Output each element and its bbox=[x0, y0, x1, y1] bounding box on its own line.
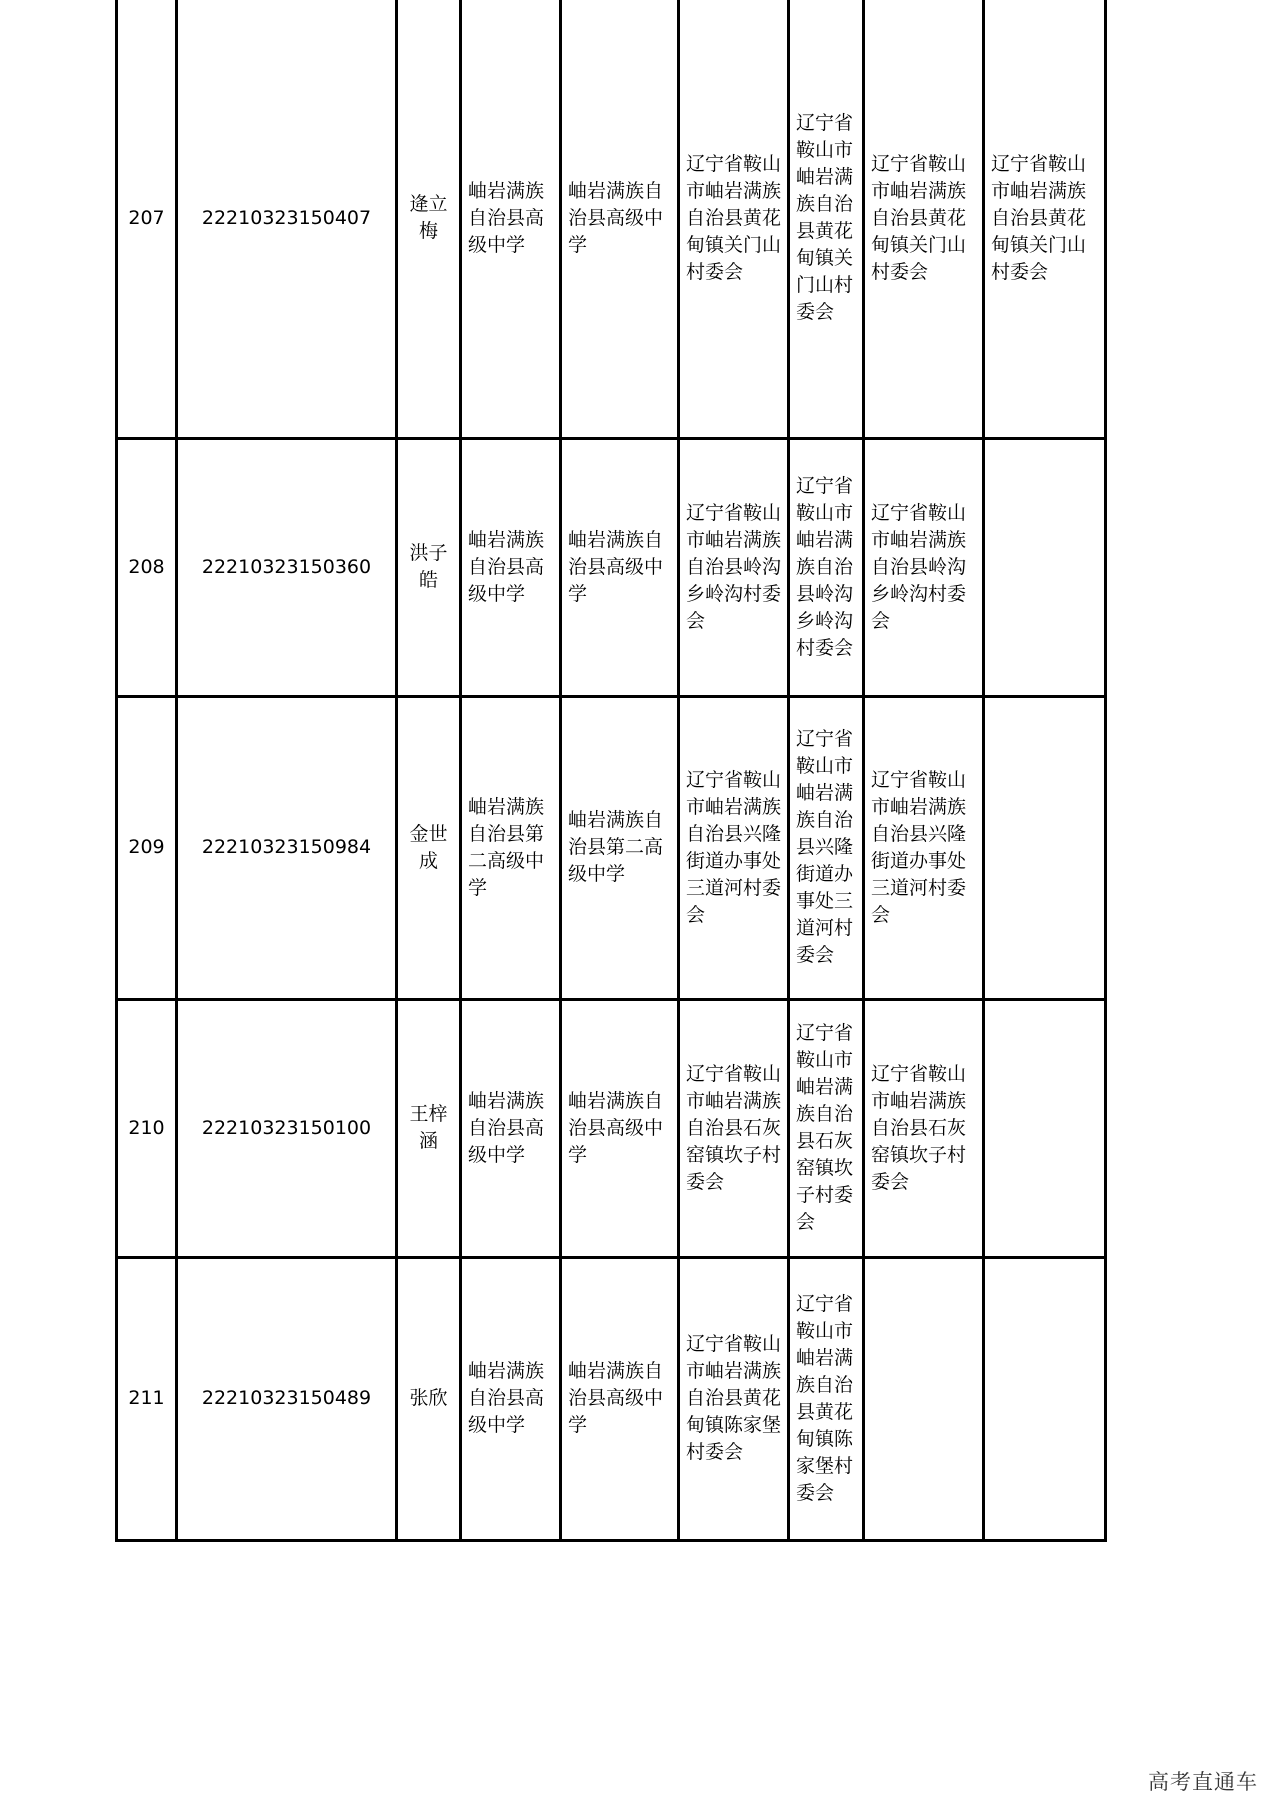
school-b-cell: 岫岩满族自治县第二高级中学 bbox=[561, 696, 679, 999]
address-b-cell: 辽宁省鞍山市岫岩满族自治县黄花甸镇关门山村委会 bbox=[789, 0, 864, 438]
seq-cell: 207 bbox=[117, 0, 177, 438]
school-a-cell: 岫岩满族自治县高级中学 bbox=[461, 1257, 561, 1540]
seq-cell: 208 bbox=[117, 438, 177, 696]
id-cell: 22210323150984 bbox=[177, 696, 397, 999]
school-b-cell: 岫岩满族自治县高级中学 bbox=[561, 0, 679, 438]
watermark: 高考直通车 bbox=[1148, 1770, 1258, 1794]
school-a-cell: 岫岩满族自治县高级中学 bbox=[461, 999, 561, 1257]
address-a-cell: 辽宁省鞍山市岫岩满族自治县石灰窑镇坎子村委会 bbox=[679, 999, 789, 1257]
name-cell: 王梓涵 bbox=[397, 999, 461, 1257]
school-a-cell: 岫岩满族自治县高级中学 bbox=[461, 438, 561, 696]
address-a-cell: 辽宁省鞍山市岫岩满族自治县岭沟乡岭沟村委会 bbox=[679, 438, 789, 696]
seq-cell: 211 bbox=[117, 1257, 177, 1540]
address-c-cell bbox=[864, 1257, 984, 1540]
address-c-cell: 辽宁省鞍山市岫岩满族自治县兴隆街道办事处三道河村委会 bbox=[864, 696, 984, 999]
address-a-cell: 辽宁省鞍山市岫岩满族自治县黄花甸镇关门山村委会 bbox=[679, 0, 789, 438]
id-cell: 22210323150360 bbox=[177, 438, 397, 696]
address-a-cell: 辽宁省鞍山市岫岩满族自治县兴隆街道办事处三道河村委会 bbox=[679, 696, 789, 999]
address-b-cell: 辽宁省鞍山市岫岩满族自治县黄花甸镇陈家堡村委会 bbox=[789, 1257, 864, 1540]
student-table bbox=[115, 0, 1107, 1542]
name-cell: 金世成 bbox=[397, 696, 461, 999]
school-b-cell: 岫岩满族自治县高级中学 bbox=[561, 999, 679, 1257]
address-b-cell: 辽宁省鞍山市岫岩满族自治县石灰窑镇坎子村委会 bbox=[789, 999, 864, 1257]
address-b-cell: 辽宁省鞍山市岫岩满族自治县岭沟乡岭沟村委会 bbox=[789, 438, 864, 696]
address-c-cell: 辽宁省鞍山市岫岩满族自治县岭沟乡岭沟村委会 bbox=[864, 438, 984, 696]
id-cell: 22210323150489 bbox=[177, 1257, 397, 1540]
address-b-cell: 辽宁省鞍山市岫岩满族自治县兴隆街道办事处三道河村委会 bbox=[789, 696, 864, 999]
name-cell: 逄立梅 bbox=[397, 0, 461, 438]
table-row bbox=[117, 999, 1106, 1257]
address-d-cell bbox=[984, 999, 1106, 1257]
address-c-cell: 辽宁省鞍山市岫岩满族自治县黄花甸镇关门山村委会 bbox=[864, 0, 984, 438]
table-row bbox=[117, 696, 1106, 999]
table-row bbox=[117, 438, 1106, 696]
table-row bbox=[117, 1257, 1106, 1540]
school-b-cell: 岫岩满族自治县高级中学 bbox=[561, 1257, 679, 1540]
id-cell: 22210323150407 bbox=[177, 0, 397, 438]
school-b-cell: 岫岩满族自治县高级中学 bbox=[561, 438, 679, 696]
address-d-cell bbox=[984, 696, 1106, 999]
name-cell: 张欣 bbox=[397, 1257, 461, 1540]
address-d-cell: 辽宁省鞍山市岫岩满族自治县黄花甸镇关门山村委会 bbox=[984, 0, 1106, 438]
id-cell: 22210323150100 bbox=[177, 999, 397, 1257]
school-a-cell: 岫岩满族自治县第二高级中学 bbox=[461, 696, 561, 999]
address-a-cell: 辽宁省鞍山市岫岩满族自治县黄花甸镇陈家堡村委会 bbox=[679, 1257, 789, 1540]
seq-cell: 210 bbox=[117, 999, 177, 1257]
table-row bbox=[117, 0, 1106, 438]
school-a-cell: 岫岩满族自治县高级中学 bbox=[461, 0, 561, 438]
address-d-cell bbox=[984, 1257, 1106, 1540]
address-d-cell bbox=[984, 438, 1106, 696]
name-cell: 洪子皓 bbox=[397, 438, 461, 696]
seq-cell: 209 bbox=[117, 696, 177, 999]
address-c-cell: 辽宁省鞍山市岫岩满族自治县石灰窑镇坎子村委会 bbox=[864, 999, 984, 1257]
